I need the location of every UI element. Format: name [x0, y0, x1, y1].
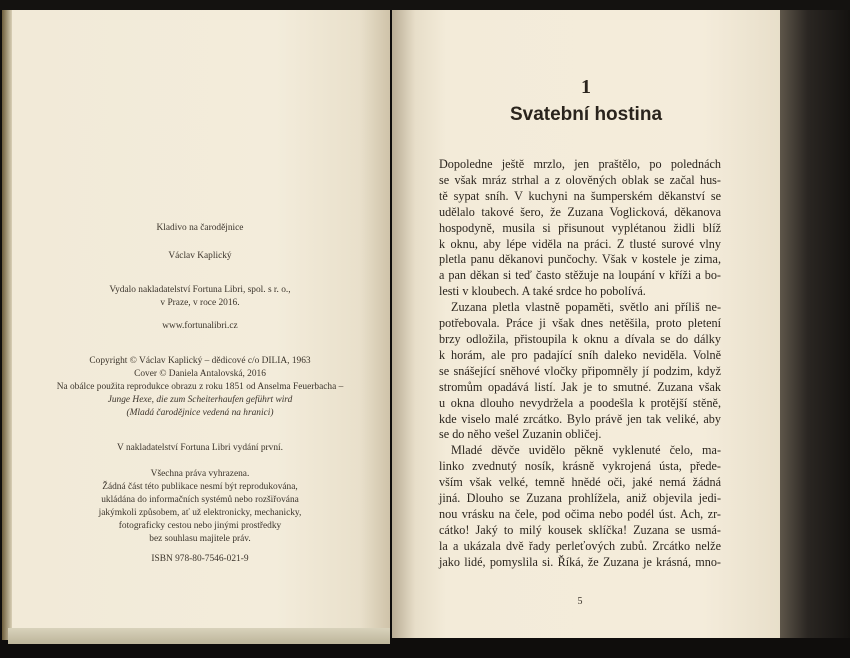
rights-line: bez souhlasu majitele práv.	[149, 534, 251, 544]
imprint-edition-block	[40, 442, 360, 455]
text-line: Mladé děvče uvidělo pěkně vyklenuté čelo, ma-	[451, 443, 721, 458]
copyright-line	[40, 394, 360, 407]
page-number: 5	[577, 596, 583, 607]
author-name: Václav Kaplický	[168, 251, 232, 261]
text-line: se do něho vešel Zuzanin obličej.	[439, 427, 602, 442]
edition-note: V nakladatelství Fortuna Libri vydání první.	[117, 443, 283, 453]
text-line: k oknu, aby lépe viděla na práci. Z tlusté surové vlny	[439, 236, 721, 251]
text-line: a pan děkan si teď často stěžuje na loupání v kříži a bo-	[439, 268, 721, 283]
text-line: pletla panu děkanovi punčochy. Však v kostele je zima,	[439, 252, 721, 267]
text-line: jako lidé, pomyslila si. Říká, že Zuzana je krásná, mno-	[439, 554, 721, 569]
imprint-author-block	[40, 250, 360, 263]
text-line: k horám, ale pro padající sníh daleko neviděla. Volně	[439, 347, 721, 362]
text-line: kde viselo malé zrcátko. Bylo právě jen tak veliké, aby	[439, 411, 721, 426]
imprint-rights-block	[40, 468, 360, 546]
text-line: Dopoledne ještě mrzlo, jen praštělo, po polednách	[439, 157, 721, 171]
painting-title: Junge Hexe, die zum Scheiterhaufen geführt wird	[107, 395, 293, 405]
imprint-publisher-block	[40, 284, 360, 310]
publisher-website: www.fortunalibri.cz	[162, 321, 238, 331]
copyright-line: Na obálce použita reprodukce obrazu z roku 1851 od Anselma Feuerbacha –	[56, 382, 344, 392]
book-title: Kladivo na čarodějnice	[156, 223, 244, 233]
text-line: Zuzana pletla vlastně popaměti, světlo ani příliš ne-	[451, 300, 721, 315]
text-line: la a ukázala dvě řady perleťových zubů. Zrcátko nelže	[439, 538, 721, 553]
imprint-copyright-block	[40, 355, 360, 420]
text-line: cátko! Jaký to milý kousek sklíčka! Zuzana se usmá-	[439, 522, 721, 537]
chapter-number: 1	[581, 76, 591, 98]
copyright-line: Copyright © Václav Kaplický – dědicové c/o DILIA, 1963	[89, 356, 311, 366]
book-edge-left	[2, 10, 12, 640]
isbn: ISBN 978-80-7546-021-9	[151, 554, 249, 564]
text-line: linko zvednutý nosík, krásně vykrojená ústa, přede-	[439, 459, 721, 474]
rights-line: jakýmkoli způsobem, ať už elektronicky, mechanicky,	[98, 508, 302, 518]
right-shadow	[780, 10, 850, 638]
copyright-line: Cover © Daniela Antalovská, 2016	[134, 369, 266, 379]
imprint-website-block	[40, 320, 360, 333]
text-line: se snášející sněhové vločky připomněly jí podzim, když	[439, 363, 721, 378]
rights-line: ukládána do informačních systémů nebo rozšiřována	[101, 495, 299, 505]
rights-line: Všechna práva vyhrazena.	[150, 469, 250, 479]
text-line: nou vrásku na čele, pod očima nebo podél úst. Ach, zr-	[439, 506, 721, 521]
background-top	[0, 0, 850, 10]
text-line: u okna dlouho nevydržela a poodešla k protější stěně,	[439, 395, 721, 410]
imprint-title-block	[40, 222, 360, 235]
text-line: se však mráz strhal a z olověných oblak se začal hus-	[439, 172, 721, 187]
text-line: lesti v kloubech. A také srdce ho pobolívá.	[439, 284, 646, 299]
text-line: jiná. Dlouho se Zuzana prohlížela, aniž objevila jedi-	[439, 491, 721, 506]
text-line: potřebovala. Práce ji však dnes netěšila, proto pletení	[439, 316, 721, 331]
text-line: hospodyně, musila si přisunout vyplétanou židli blíž	[439, 220, 721, 235]
imprint-isbn-block	[40, 553, 360, 566]
book-edge-bottom	[8, 628, 390, 644]
painting-title-translation: (Mladá čarodějnice vedená na hranici)	[126, 408, 274, 418]
publisher-line: Vydalo nakladatelství Fortuna Libri, spol. s r. o.,	[109, 285, 291, 295]
text-line: stromům opadává listí. Jak je to smutné. Zuzana však	[439, 379, 721, 394]
publisher-line: v Praze, v roce 2016.	[160, 298, 240, 308]
rights-line: fotograficky cestou nebo jinými prostředky	[118, 521, 282, 531]
text-line: udělalo takové šero, že Zuzana Voglicková, děkanova	[439, 204, 721, 219]
rights-line: Žádná část této publikace nesmí být reprodukována,	[102, 482, 298, 492]
text-line: vším však velké, temně hnědé oči, jaké nemá žádná	[439, 475, 721, 490]
text-line: tě sypat sníh. V kuchyni na šumperském děkanství se	[439, 188, 721, 203]
chapter-body	[439, 157, 721, 571]
chapter-title: Svatební hostina	[509, 104, 663, 125]
copyright-line	[40, 407, 360, 420]
text-line: brzy odložila, přistoupila k oknu a dívala se do dálky	[439, 331, 721, 346]
